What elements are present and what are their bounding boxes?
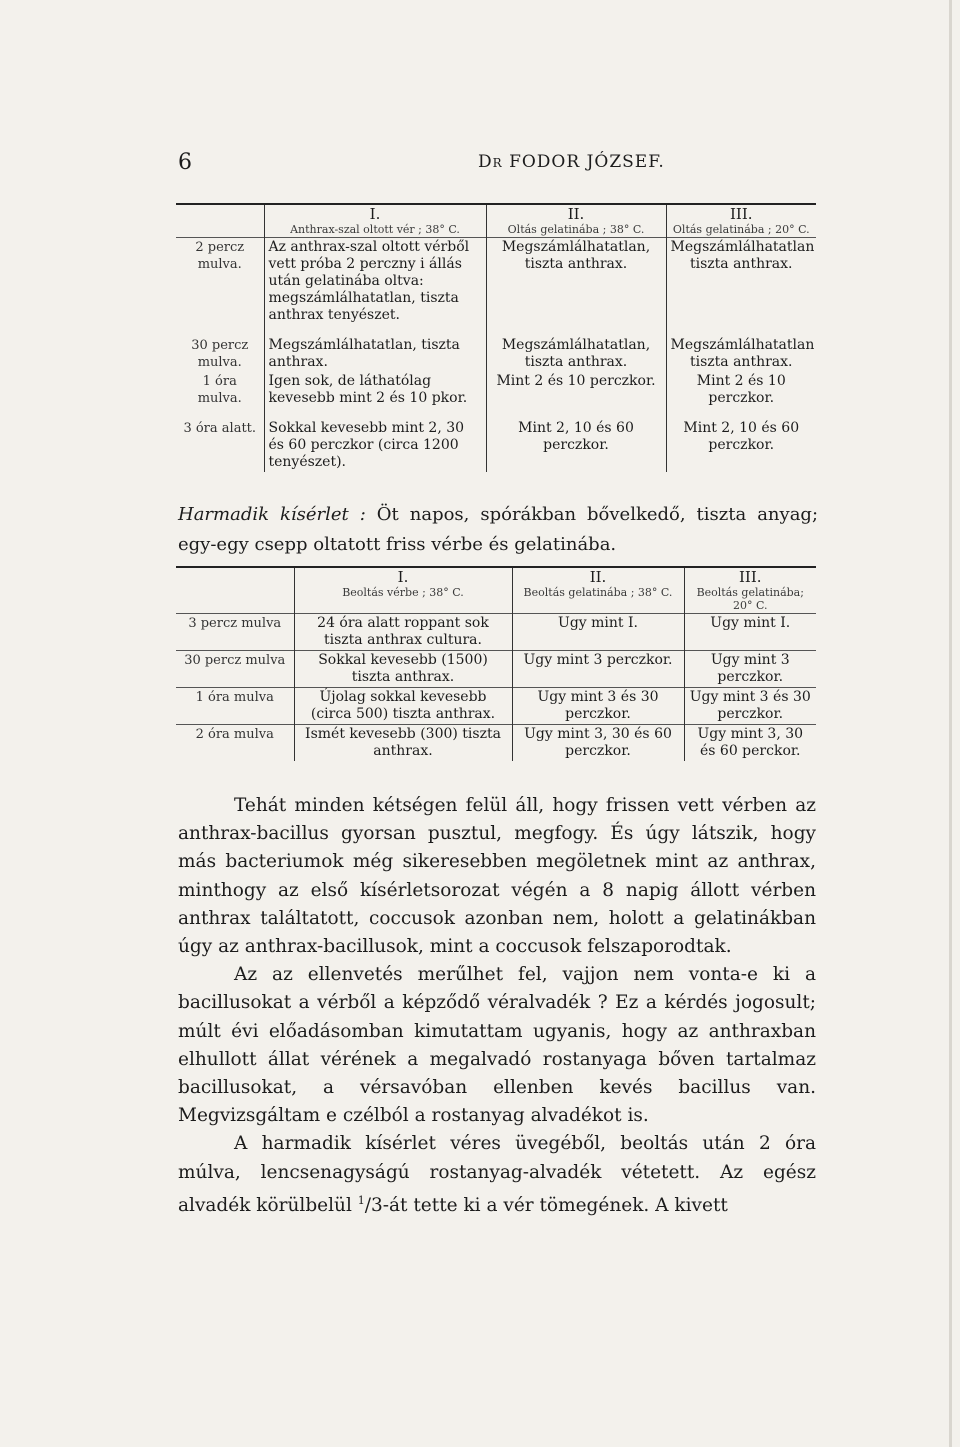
table-cell: Mint 2 és 10 perczkor. — [486, 372, 666, 408]
table-cell: Megszámlálhatatlan, tiszta anthrax. — [486, 325, 666, 372]
table-row — [176, 688, 816, 725]
table-cell: Ugy mint I. — [684, 614, 816, 651]
paragraph: Tehát minden kétségen felül áll, hogy frissen vett vérben az anthrax-bacillus gyorsan pusztul, megfogy. És úgy látszik, hogy más bacteriumok még sikeresebben megöletnek mint az anthrax, minthogy az első kísérletsorozat végén a 8 napig állott vérben anthrax találtatott, coccusok azonban nem, holott a gelatinákban úgy az anthrax-bacillusok, mint a coccusok felszaporodtak. — [178, 795, 816, 958]
table-cell: Mint 2 és 10 perczkor. — [666, 372, 816, 408]
table-cell: Újolag sokkal kevesebb (circa 500) tiszta anthrax. — [294, 688, 512, 725]
table-cell: Az anthrax-szal oltott vérből vett próba 2 perczny i állás után gelatinába oltva: megszámlálhatatlan, tiszta anthrax tenyészet. — [264, 238, 486, 326]
row-label: 30 percz mulva — [184, 653, 286, 668]
column-header: I. Anthrax-szal oltott vér ; 38° C. — [264, 204, 486, 238]
table-cell: Megszámlálhatatlan tiszta anthrax. — [666, 238, 816, 326]
column-header: II. Oltás gelatinába ; 38° C. — [486, 204, 666, 238]
header-title: Dr FODOR JÓZSEF. — [478, 152, 665, 172]
experiment-3-heading — [178, 500, 818, 560]
row-label: 3 óra alatt. — [183, 421, 257, 436]
table-cell: Ugy mint I. — [512, 614, 684, 651]
column-header: III. Beoltás gelatinába; 20° C. — [684, 567, 816, 614]
table-cell: Sokkal kevesebb mint 2, 30 és 60 perczkor (circa 1200 tenyészet). — [264, 408, 486, 472]
results-table-2 — [176, 566, 816, 761]
table-row — [176, 614, 816, 651]
table-row — [176, 408, 816, 472]
column-header: II. Beoltás gelatinába ; 38° C. — [512, 567, 684, 614]
table-cell: Megszámlálhatatlan tiszta anthrax. — [666, 325, 816, 372]
table-cell: Mint 2, 10 és 60 perczkor. — [666, 408, 816, 472]
running-head — [178, 150, 818, 180]
row-label: 2 percz mulva. — [195, 240, 245, 272]
row-label: 3 percz mulva — [188, 616, 282, 631]
row-label: 1 óra mulva. — [197, 374, 242, 406]
paragraph: Az az ellenvetés merűlhet fel, vajjon nem vonta-e ki a bacillusokat a vérből a képződő véralvadék ? Ez a kérdés jogosult; múlt évi előadásomban kimutattam ugyanis, hogy az anthraxban elhullott állat vérének a megalvadó rostanyaga bőven tartalmaz bacillusokat, a vérsavóban ellenben kevés bacillus van. Megvizsgáltam e czélból a rostanyag alvadékot is. — [178, 964, 816, 1127]
row-label: 30 percz mulva. — [191, 338, 249, 370]
page-number: 6 — [178, 150, 192, 175]
table-cell: Ugy mint 3 perczkor. — [512, 651, 684, 688]
experiment-description: Öt napos, spórákban bővelkedő, tiszta anyag; egy-egy csepp oltatott friss vérbe és gelatinába. — [178, 504, 819, 555]
fraction-numerator: 1 — [357, 1193, 365, 1207]
row-label: 1 óra mulva — [195, 690, 274, 705]
experiment-title: Harmadik kísérlet : — [178, 504, 366, 525]
page-edge — [949, 0, 952, 1447]
table-row — [176, 238, 816, 326]
column-header: III. Oltás gelatinába ; 20° C. — [666, 204, 816, 238]
table-cell: Sokkal kevesebb (1500) tiszta anthrax. — [294, 651, 512, 688]
results-table-1 — [176, 203, 816, 472]
table-cell: Megszámlálhatatlan, tiszta anthrax. — [486, 238, 666, 326]
paragraph: A harmadik kísérlet véres üvegéből, beoltás után 2 óra múlva, lencsenagyságú rostanyag-alvadék vétetett. Az egész alvadék körülbelül $^1$/3-át tette ki a vér tömegének. A kivett — [178, 1133, 816, 1216]
table-cell: Ugy mint 3 perczkor. — [684, 651, 816, 688]
table-header-row — [176, 204, 816, 238]
table-cell: Ismét kevesebb (300) tiszta anthrax. — [294, 725, 512, 762]
table-cell: Ugy mint 3, 30 és 60 perczkor. — [512, 725, 684, 762]
body-text — [178, 792, 816, 1220]
table-cell: Ugy mint 3 és 30 perczkor. — [512, 688, 684, 725]
table-cell: Ugy mint 3 és 30 perczkor. — [684, 688, 816, 725]
table-header-row — [176, 567, 816, 614]
table-cell: 24 óra alatt roppant sok tiszta anthrax cultura. — [294, 614, 512, 651]
column-header: I. Beoltás vérbe ; 38° C. — [294, 567, 512, 614]
table-row — [176, 725, 816, 762]
table-cell: Igen sok, de láthatólag kevesebb mint 2 és 10 pkor. — [264, 372, 486, 408]
table-row — [176, 325, 816, 372]
table-cell: Mint 2, 10 és 60 perczkor. — [486, 408, 666, 472]
row-label: 2 óra mulva — [195, 727, 274, 742]
table-row — [176, 372, 816, 408]
table-cell: Megszámlálhatatlan, tiszta anthrax. — [264, 325, 486, 372]
table-row — [176, 651, 816, 688]
fraction-denominator: /3 — [364, 1195, 383, 1216]
table-cell: Ugy mint 3, 30 és 60 perckor. — [684, 725, 816, 762]
